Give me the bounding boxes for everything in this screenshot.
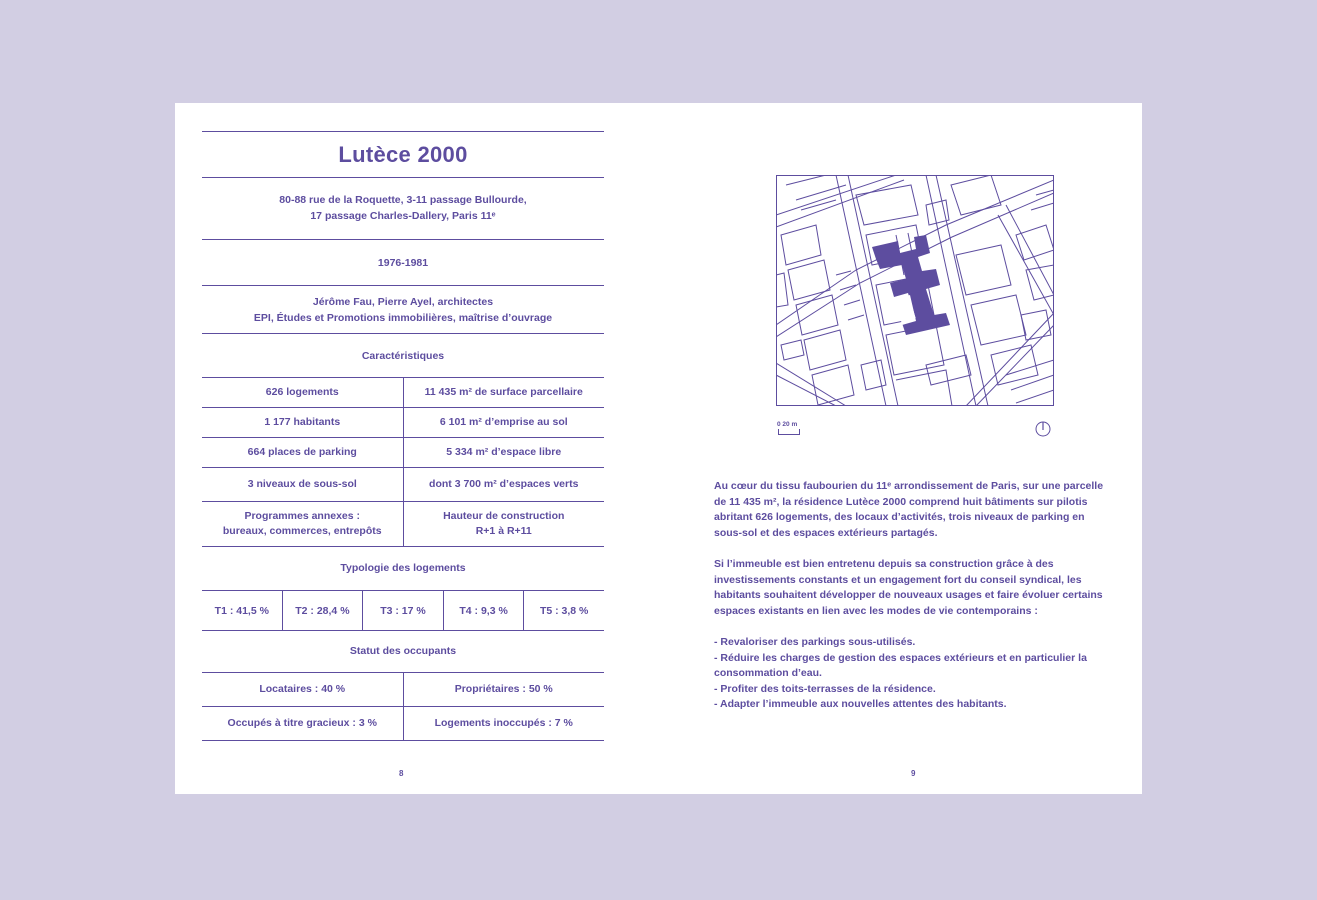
cell-text: 5 334 m² d’espace libre: [446, 446, 562, 458]
list-item: - Adapter l’immeuble aux nouvelles attentes des habitants.: [714, 698, 1007, 711]
right-page: [633, 103, 1142, 794]
typology-heading: Typologie des logements: [340, 562, 466, 574]
characteristics-heading: Caractéristiques: [361, 349, 445, 362]
cell-text: 3 niveaux de sous-sol: [247, 478, 357, 490]
table-cell: [202, 707, 404, 740]
table-cell: [202, 378, 404, 407]
address-block: [202, 177, 604, 240]
table-row: [202, 438, 604, 468]
table-row: [202, 502, 604, 547]
paragraph: Au cœur du tissu faubourien du 11ᵉ arrondissement de Paris, sur une parcelle de 11 435 m², la résidence Lutèce 2000 comprend huit bâtiments sur pilotis abritant 626 logements, des locaux d’activités, trois niveaux de parking en sous-sol et des espaces extérieurs partagés.: [714, 480, 1104, 539]
table-cell: [404, 408, 605, 437]
credit-line: EPI, Études et Promotions immobilières, maîtrise d’ouvrage: [253, 311, 553, 324]
scale-bar: [778, 429, 800, 435]
characteristics-table: [202, 377, 604, 547]
body-text: [714, 479, 1114, 713]
table-cell: [202, 502, 404, 546]
cell-text: Logements inoccupés : 7 %: [434, 717, 573, 729]
table-cell: [404, 378, 605, 407]
dates-block: [202, 240, 604, 286]
typology-table: [202, 590, 604, 631]
list-item: - Réduire les charges de gestion des espaces extérieurs et en particulier la consommation d’eau.: [714, 651, 1087, 680]
occupants-heading: Statut des occupants: [349, 645, 457, 657]
goals-list: [714, 635, 1114, 713]
table-cell: [404, 468, 605, 501]
table-cell: [202, 468, 404, 501]
typology-cell: [524, 591, 604, 630]
cell-text: dont 3 700 m² d’espaces verts: [429, 478, 579, 490]
table-row: [202, 707, 604, 741]
book-spread: [175, 103, 1142, 794]
table-cell: [404, 438, 605, 467]
cell-text: T4 : 9,3 %: [459, 604, 508, 617]
page-number: 8: [399, 769, 404, 778]
cell-text: bureaux, commerces, entrepôts: [222, 525, 382, 537]
cell-text: T2 : 28,4 %: [295, 604, 350, 617]
cell-text: Hauteur de construction: [443, 510, 565, 522]
table-row: [202, 408, 604, 438]
cell-text: Programmes annexes :: [244, 510, 361, 522]
left-page: [175, 103, 633, 794]
credit-line: Jérôme Fau, Pierre Ayel, architectes: [312, 295, 494, 308]
title-block: [202, 131, 604, 178]
cell-text: T1 : 41,5 %: [214, 604, 269, 617]
cell-text: R+1 à R+11: [475, 525, 532, 537]
cell-text: 664 places de parking: [247, 446, 357, 458]
table-cell: [404, 673, 605, 706]
credits-block: [202, 286, 604, 334]
scale-label: 0 20 m: [777, 421, 798, 428]
address-line: 80-88 rue de la Roquette, 3-11 passage Bullourde,: [279, 194, 527, 206]
cell-text: 1 177 habitants: [264, 416, 341, 428]
table-cell: [404, 502, 605, 546]
table-cell: [202, 438, 404, 467]
cell-text: T5 : 3,8 %: [539, 604, 589, 617]
typology-cell: [444, 591, 525, 630]
cell-text: 6 101 m² d’emprise au sol: [439, 416, 568, 428]
typology-cell: [202, 591, 283, 630]
cell-text: Locataires : 40 %: [259, 683, 346, 695]
cell-text: Propriétaires : 50 %: [454, 683, 553, 695]
address-line: 17 passage Charles-Dallery, Paris 11ᵉ: [310, 210, 496, 222]
table-row: [202, 673, 604, 707]
characteristics-heading-block: [202, 334, 604, 377]
cell-text: Occupés à titre gracieux : 3 %: [227, 717, 377, 729]
page-title: Lutèce 2000: [338, 141, 468, 167]
cell-text: 626 logements: [265, 386, 339, 398]
north-arrow-icon: [1035, 421, 1051, 437]
list-item: - Revaloriser des parkings sous-utilisés.: [714, 635, 916, 648]
cell-text: T3 : 17 %: [380, 604, 426, 617]
typology-cell: [363, 591, 444, 630]
table-cell: [404, 707, 605, 740]
typology-cell: [283, 591, 364, 630]
table-cell: [202, 408, 404, 437]
occupants-table: [202, 672, 604, 741]
table-row: [202, 378, 604, 408]
page-number: 9: [911, 769, 916, 778]
typology-heading-block: [202, 547, 604, 589]
site-plan-map: [776, 175, 1054, 406]
paragraph: Si l’immeuble est bien entretenu depuis sa construction grâce à des investissements constants et un engagement fort du conseil syndical, les habitants souhaitent développer de nouveaux usages et faire évoluer certains espaces existants en lien avec les modes de vie contemporains :: [714, 557, 1103, 617]
occupants-heading-block: [202, 630, 604, 672]
list-item: - Profiter des toits-terrasses de la résidence.: [714, 682, 936, 695]
table-cell: [202, 673, 404, 706]
table-row: [202, 468, 604, 502]
dates: 1976-1981: [377, 256, 429, 269]
cell-text: 11 435 m² de surface parcellaire: [424, 386, 583, 398]
